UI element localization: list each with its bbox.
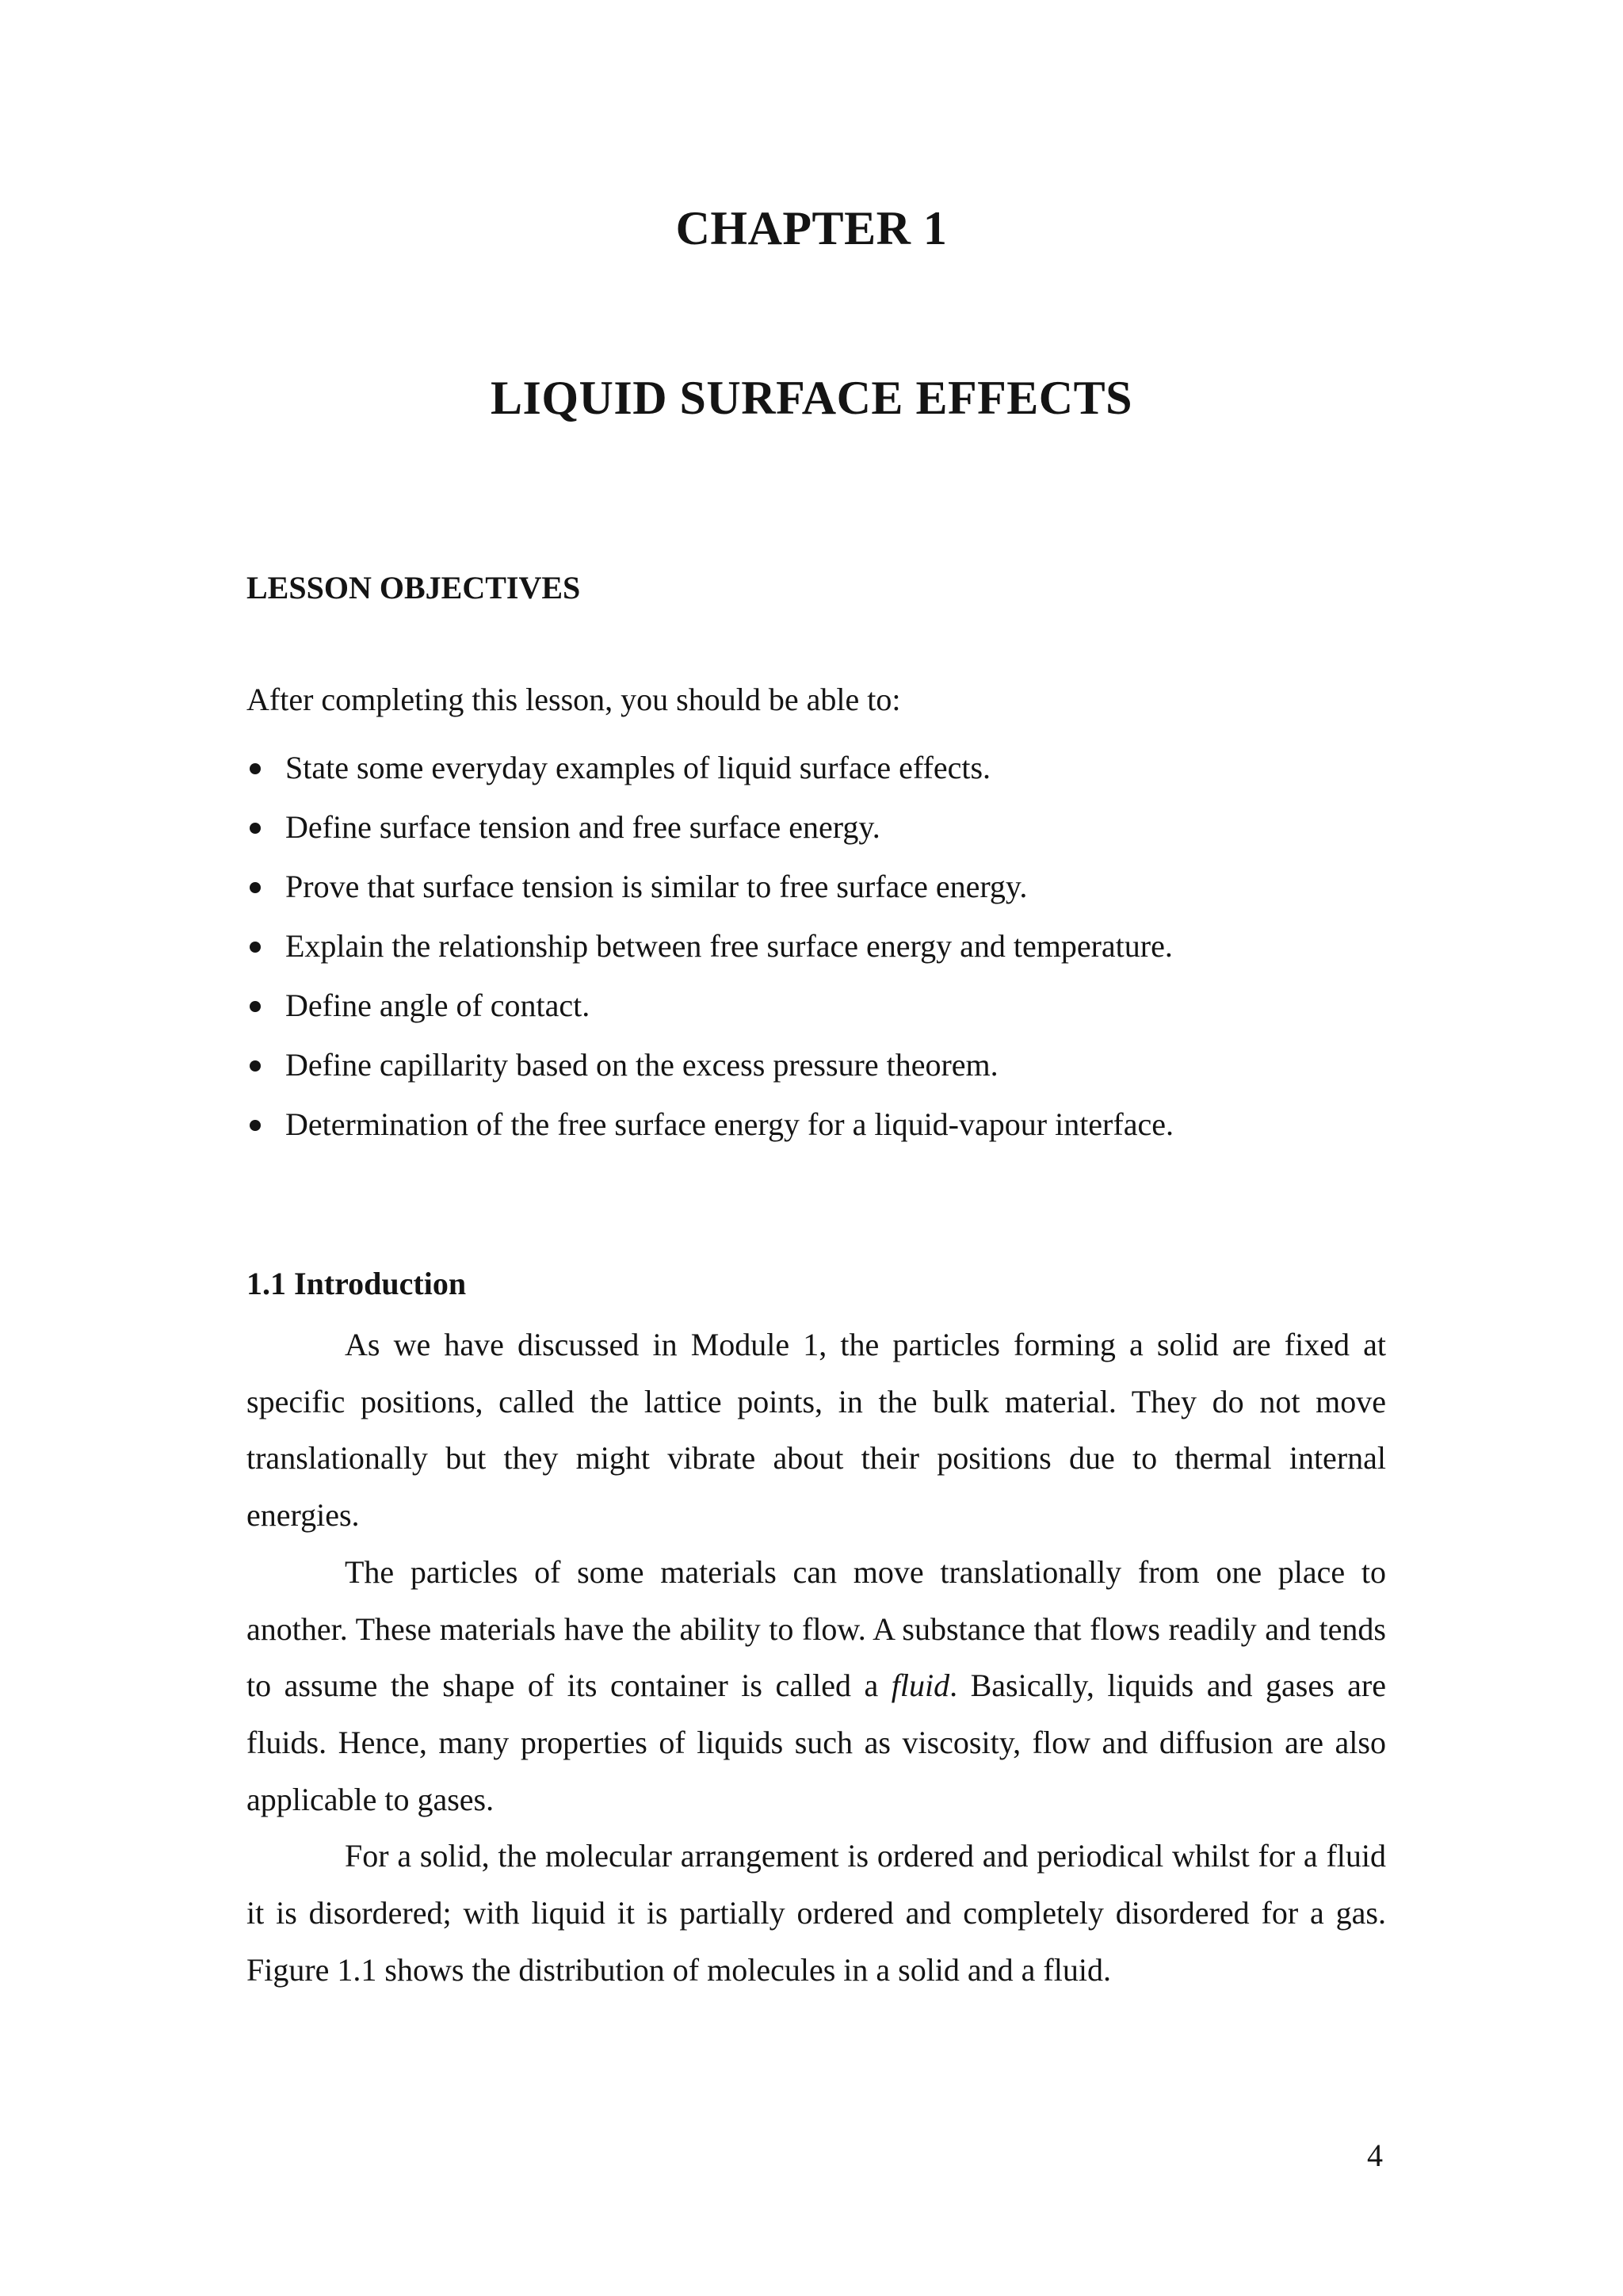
objectives-list xyxy=(246,738,1174,1154)
objective-text: State some everyday examples of liquid surface effects. xyxy=(285,750,991,785)
section-heading: 1.1 Introduction xyxy=(246,1266,467,1301)
objective-item xyxy=(246,738,1174,797)
objective-text: Determination of the free surface energy for a liquid-vapour interface. xyxy=(285,1106,1174,1142)
objective-item xyxy=(246,1035,1174,1095)
page-number: 4 xyxy=(1367,2137,1383,2173)
bullet-icon xyxy=(250,882,261,893)
paragraph-3: For a solid, the molecular arrangement is ordered and periodical whilst for a fluid it is disordered; with liquid it is partially ordered and completely disordered for a gas. Figure 1.1 shows the distribution of molecules in a solid and a fluid. xyxy=(246,1838,1386,1988)
paragraph-1: As we have discussed in Module 1, the particles forming a solid are fixed at specific positions, called the lattice points, in the bulk material. They do not move translationally but they might vibrate about their positions due to thermal internal energies. xyxy=(246,1327,1386,1534)
objective-text: Define angle of contact. xyxy=(285,988,590,1023)
objective-item xyxy=(246,1095,1174,1154)
objective-item xyxy=(246,797,1174,857)
objective-text: Explain the relationship between free surface energy and temperature. xyxy=(285,928,1173,964)
objective-item xyxy=(246,976,1174,1035)
paragraph-2-text-before: The particles of some materials can move translationally from one place to another. These materials have the ability to flow. A substance that flows readily and tends to assume the shape of its container is called a xyxy=(246,1553,1386,1704)
bullet-icon xyxy=(250,1120,261,1131)
objective-text: Prove that surface tension is similar to free surface energy. xyxy=(285,869,1028,904)
objectives-intro: After completing this lesson, you should be able to: xyxy=(246,682,901,717)
bullet-icon xyxy=(250,763,261,774)
objective-text: Define capillarity based on the excess pressure theorem. xyxy=(285,1047,999,1083)
chapter-title: LIQUID SURFACE EFFECTS xyxy=(490,372,1132,424)
bullet-icon xyxy=(250,1060,261,1072)
chapter-number: CHAPTER 1 xyxy=(675,202,948,254)
bullet-icon xyxy=(250,823,261,834)
paragraph-2-emphasis: fluid xyxy=(891,1668,950,1704)
bullet-icon xyxy=(250,942,261,953)
bullet-icon xyxy=(250,1001,261,1012)
objective-text: Define surface tension and free surface energy. xyxy=(285,809,880,845)
paragraph-2-text-after: . Basically, liquids and gases are fluids. Hence, many properties of liquids such as viscosity, flow and diffusion are also applicable to gases. xyxy=(246,1668,1386,1817)
paragraph-2 xyxy=(246,1544,1386,1828)
section-body xyxy=(246,1316,1386,1998)
objective-item xyxy=(246,916,1174,976)
objectives-heading: LESSON OBJECTIVES xyxy=(246,570,581,606)
objective-item xyxy=(246,857,1174,916)
